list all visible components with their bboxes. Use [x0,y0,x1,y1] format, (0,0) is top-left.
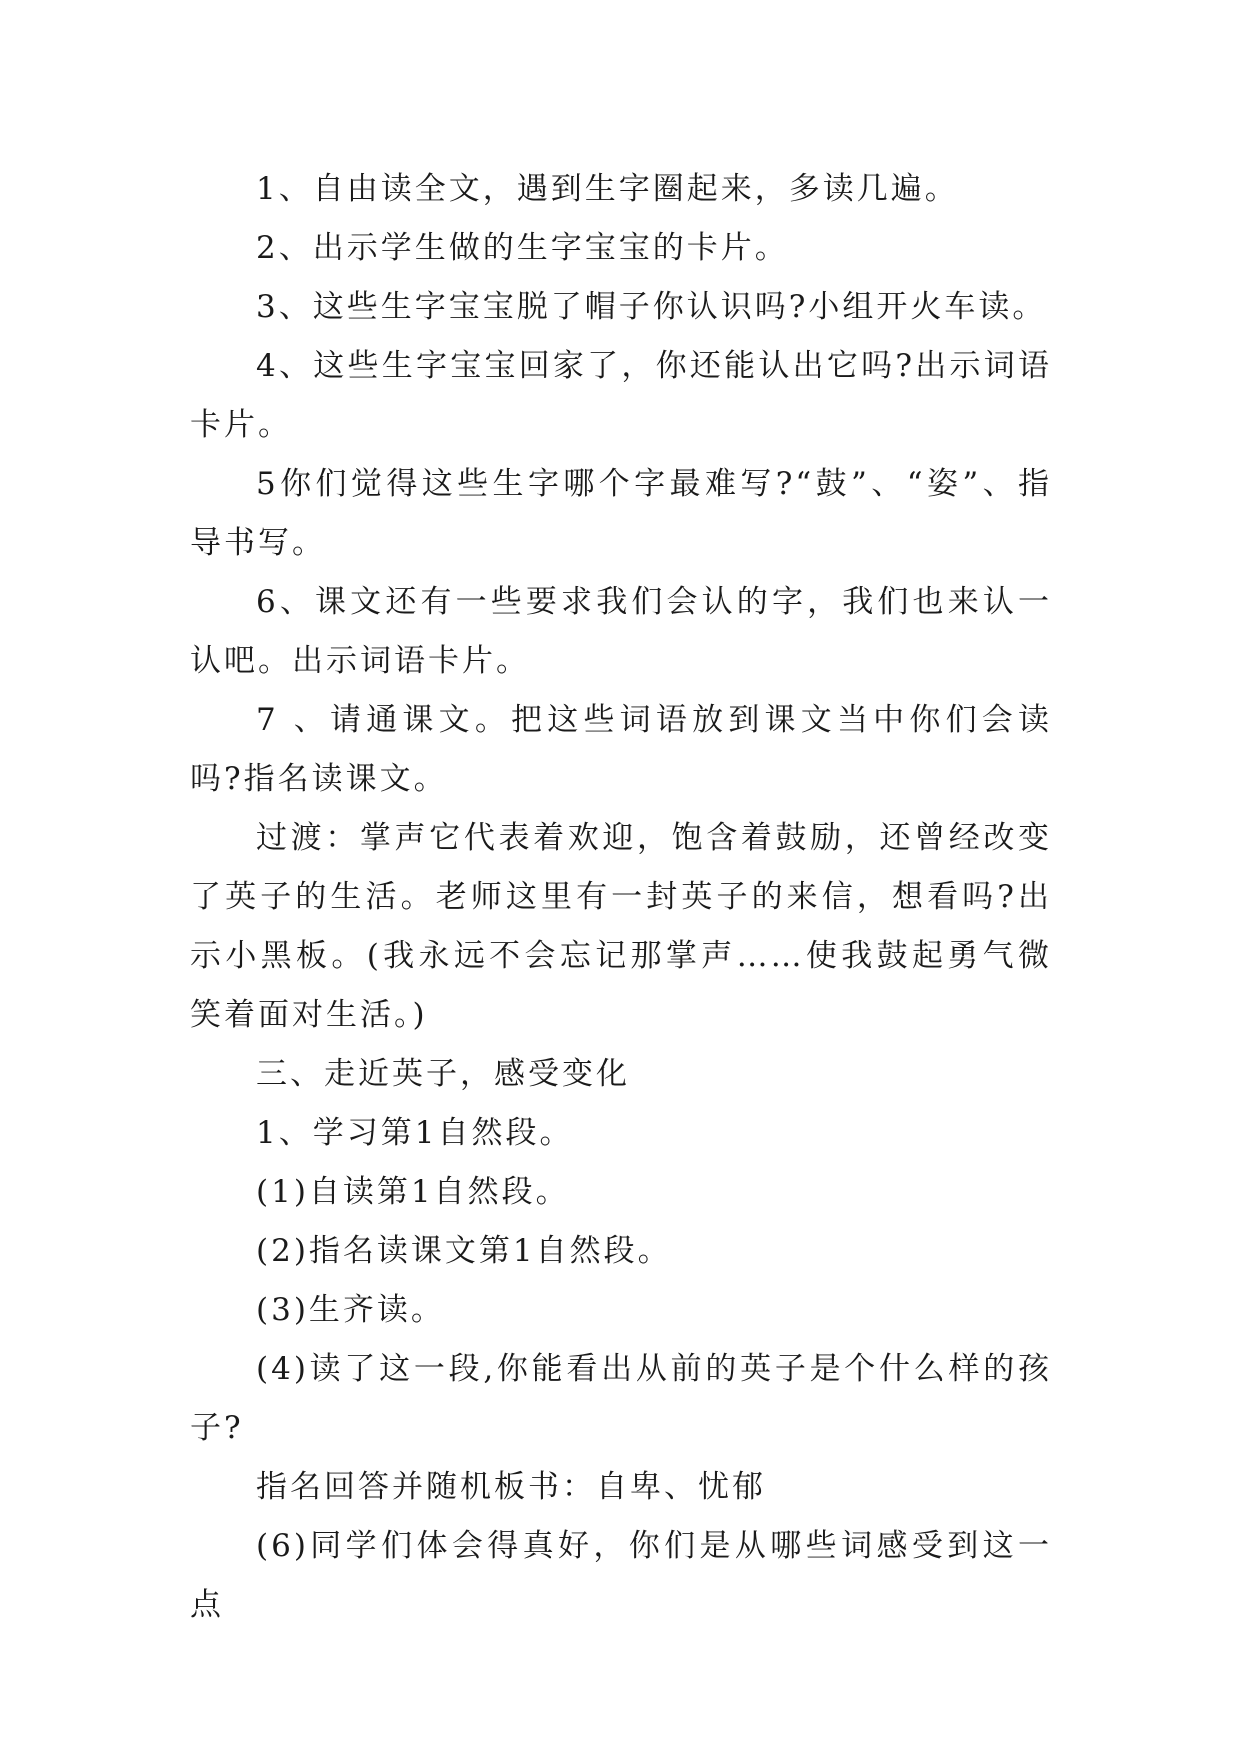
paragraph-step-4: 4、这些生字宝宝回家了，你还能认出它吗?出示词语卡片。 [190,348,1052,443]
paragraph-substep-3: (3)生齐读。 [256,1292,445,1328]
paragraph-substep-4: (4)读了这一段,你能看出从前的英子是个什么样的孩子? [190,1351,1052,1446]
paragraph-step-3: 3、这些生字宝宝脱了帽子你认识吗?小组开火车读。 [256,289,1047,325]
paragraph-answer-note: 指名回答并随机板书：自卑、忧郁 [256,1469,766,1505]
paragraph-study-1: 1、学习第1自然段。 [256,1115,574,1151]
paragraph-step-6: 6、课文还有一些要求我们会认的字，我们也来认一认吧。出示词语卡片。 [190,584,1052,679]
paragraph-substep-2: (2)指名读课文第1自然段。 [256,1233,672,1269]
section-heading: 三、走近英子，感受变化 [256,1056,630,1092]
paragraph-step-2: 2、出示学生做的生字宝宝的卡片。 [256,230,789,266]
paragraph-step-1: 1、自由读全文，遇到生字圈起来，多读几遍。 [256,171,959,207]
paragraph-transition: 过渡：掌声它代表着欢迎，饱含着鼓励，还曾经改变了英子的生活。老师这里有一封英子的来信，想看吗?出示小黑板。(我永远不会忘记那掌声……使我鼓起勇气微笑着面对生活。) [190,820,1052,1033]
paragraph-substep-6: (6)同学们体会得真好，你们是从哪些词感受到这一点 [190,1528,1052,1623]
paragraph-step-7: 7 、请通课文。把这些词语放到课文当中你们会读吗?指名读课文。 [190,702,1052,797]
paragraph-substep-1: (1)自读第1自然段。 [256,1174,570,1210]
document-body [190,160,1052,1635]
paragraph-step-5: 5你们觉得这些生字哪个字最难写?“鼓”、“姿”、指导书写。 [190,466,1052,561]
